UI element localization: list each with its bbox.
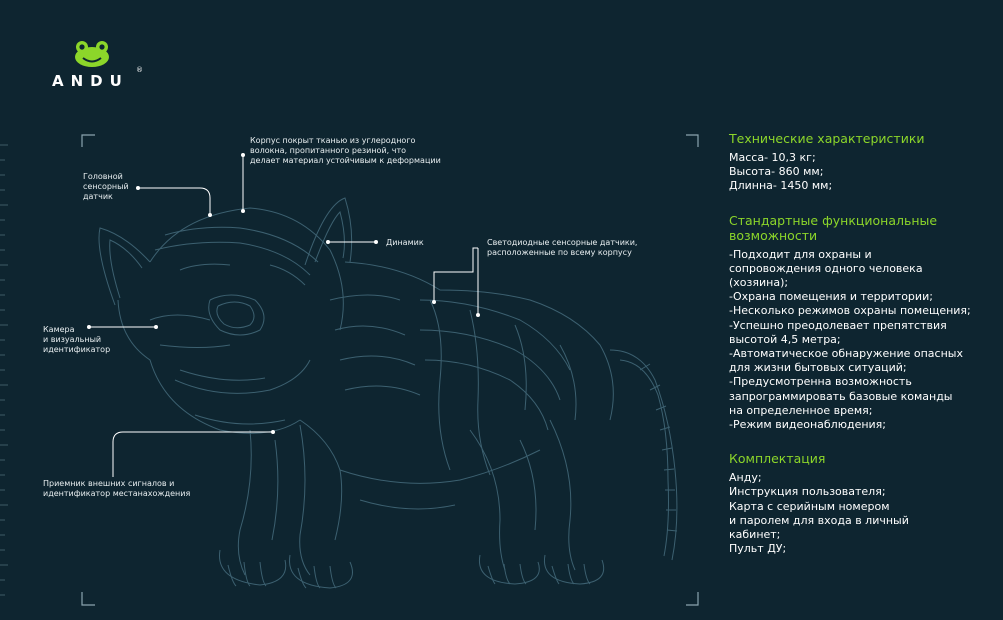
frame-corners xyxy=(82,135,698,605)
registered-mark: ® xyxy=(136,66,143,74)
callout-receiver: Приемник внешних сигналов и идентификатор местанахождения xyxy=(43,479,191,498)
technical-specs-section xyxy=(729,131,989,194)
callout-dots xyxy=(87,153,480,434)
frog-logo-icon xyxy=(72,38,112,68)
functions-section xyxy=(729,213,989,433)
functions-body: -Подходит для охраны и сопровождения одного человека (хозяина); -Охрана помещения и территории; -Несколько режимов охраны помещения; -Успешно преодолевает препятствия высотой 4,5 метра; -Автоматическое обнаружение опасных для жизни бытовых ситуаций; -Предусмотренна возможность запрограммировать базовые команды на определенное время; -Режим видеонаблюдения; xyxy=(729,247,971,432)
callout-led-sensors: Светодиодные сенсорные датчики, расположенные по всему корпусу xyxy=(487,238,638,257)
callout-leaders xyxy=(89,155,478,477)
callout-speaker: Динамик xyxy=(386,238,424,247)
side-ruler xyxy=(0,140,12,610)
callout-head-sensor: Головной сенсорный датчик xyxy=(83,172,129,201)
brand-name: ANDU xyxy=(52,72,129,90)
specs-panel xyxy=(729,131,989,575)
callout-body-cover: Корпус покрыт тканью из углеродного волокна, пропитанного резиной, что делает материал устойчивым к деформации xyxy=(250,136,441,165)
kit-body: Анду; Инструкция пользователя; Карта с серийным номером и паролем для входа в личный кабинет; Пульт ДУ; xyxy=(729,471,909,556)
functions-title: Стандартные функциональные возможности xyxy=(729,212,938,243)
technical-specs-title: Технические характеристики xyxy=(729,131,925,146)
kit-title: Комплектация xyxy=(729,451,826,467)
kit-section xyxy=(729,451,989,556)
technical-specs-body: Масса- 10,3 кг; Высота- 860 мм; Длинна- 1450 мм; xyxy=(729,151,833,193)
brand-logo[interactable] xyxy=(52,38,152,98)
callout-camera: Камера и визуальный идентификатор xyxy=(43,325,111,354)
